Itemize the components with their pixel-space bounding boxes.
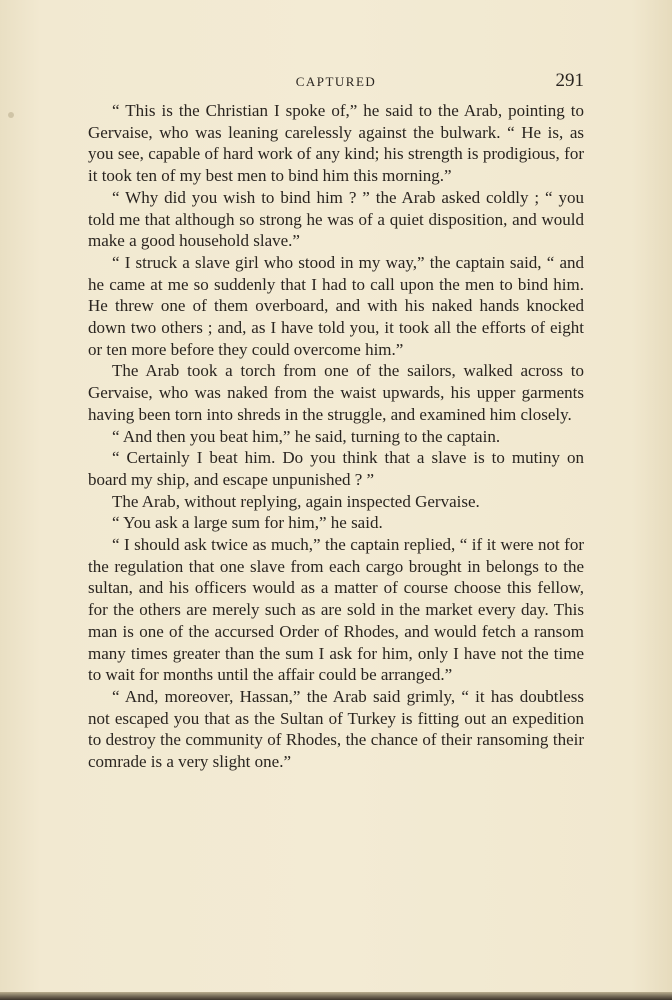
paragraph: “ And, moreover, Hassan,” the Arab said grimly, “ it has doubtless not escaped you that as the Sultan of Turkey is fitting out an expedition to destroy the community of Rhodes, the chance of their ransoming their comrade is a very slight one.” (88, 686, 584, 772)
page-body (88, 100, 584, 773)
page-bottom-edge (0, 992, 672, 1000)
paragraph: “ I should ask twice as much,” the captain replied, “ if it were not for the regulation that one slave from each cargo brought in belongs to the sultan, and his officers would as a matter of course choose this fellow, for the others are merely such as are sold in the market every day. This man is one of the accursed Order of Rhodes, and would fetch a ransom many times greater than the sum I ask for him, only I have not the time to wait for months until the affair could be arranged.” (88, 535, 584, 685)
paragraph: The Arab, without replying, again inspected Gervaise. (112, 491, 480, 511)
paragraph: “ You ask a large sum for him,” he said. (112, 513, 383, 533)
page-header (88, 70, 584, 94)
paragraph: “ Certainly I beat him. Do you think that a slave is to mutiny on board my ship, and escape unpunished ? ” (88, 448, 584, 489)
paragraph: “ I struck a slave girl who stood in my way,” the captain said, “ and he came at me so suddenly that I had to call upon the men to bind him. He threw one of them overboard, and with his naked hands knocked down two others ; and, as I have told you, it took all the efforts of eight or ten more before they could overcome him.” (88, 252, 584, 359)
paragraph: “ This is the Christian I spoke of,” he said to the Arab, pointing to Gervaise, who was leaning carelessly against the bulwark. “ He is, as you see, capable of hard work of any kind; his strength is prodigious, for it took ten of my best men to bind him this morning.” (88, 101, 584, 186)
paragraph: The Arab took a torch from one of the sailors, walked across to Gervaise, who was naked from the waist upwards, his upper garments having been torn into shreds in the struggle, and examined him closely. (88, 361, 584, 424)
page-number: 291 (555, 70, 584, 91)
running-head: CAPTURED (295, 74, 377, 89)
paper-blemish (8, 112, 14, 118)
paragraph: “ And then you beat him,” he said, turning to the captain. (112, 426, 501, 446)
paragraph: “ Why did you wish to bind him ? ” the Arab asked coldly ; “ you told me that although so strong he was of a quiet disposition, and would make a good household slave.” (88, 187, 584, 251)
